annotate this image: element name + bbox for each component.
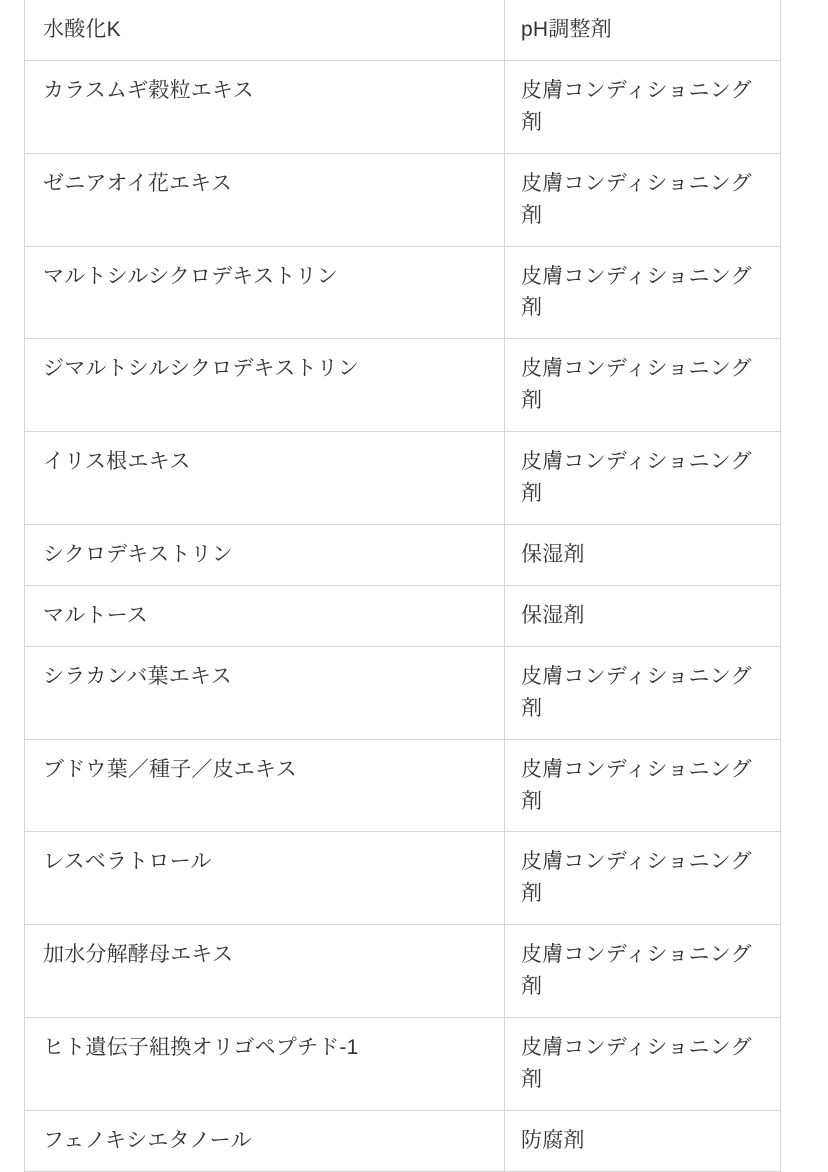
ingredient-name: 加水分解酵母エキス <box>25 925 505 1018</box>
table-row <box>25 739 781 832</box>
ingredient-function: 皮膚コンディショニング剤 <box>505 60 781 153</box>
table-row <box>25 524 781 585</box>
ingredient-function: 皮膚コンディショニング剤 <box>505 153 781 246</box>
table-row <box>25 246 781 339</box>
ingredient-function: pH調整剤 <box>505 0 781 60</box>
ingredient-name: ゼニアオイ花エキス <box>25 153 505 246</box>
ingredient-table <box>24 0 781 1172</box>
table-row <box>25 60 781 153</box>
ingredient-name: ジマルトシルシクロデキストリン <box>25 339 505 432</box>
ingredient-function: 保湿剤 <box>505 585 781 646</box>
ingredient-function: 皮膚コンディショニング剤 <box>505 1018 781 1111</box>
ingredient-name: イリス根エキス <box>25 432 505 525</box>
ingredient-name: マルトース <box>25 585 505 646</box>
ingredient-function: 皮膚コンディショニング剤 <box>505 246 781 339</box>
ingredient-name: ヒト遺伝子組換オリゴペプチド-1 <box>25 1018 505 1111</box>
table-row <box>25 1110 781 1171</box>
ingredient-function: 皮膚コンディショニング剤 <box>505 432 781 525</box>
ingredient-table-body <box>25 0 781 1171</box>
ingredient-function: 皮膚コンディショニング剤 <box>505 925 781 1018</box>
table-row <box>25 339 781 432</box>
table-row <box>25 925 781 1018</box>
ingredient-function: 防腐剤 <box>505 1110 781 1171</box>
table-row <box>25 1018 781 1111</box>
table-row <box>25 432 781 525</box>
ingredient-function: 保湿剤 <box>505 524 781 585</box>
ingredient-table-wrapper <box>24 0 780 1172</box>
ingredient-name: カラスムギ穀粒エキス <box>25 60 505 153</box>
table-row <box>25 153 781 246</box>
ingredient-function: 皮膚コンディショニング剤 <box>505 739 781 832</box>
ingredient-name: ブドウ葉／種子／皮エキス <box>25 739 505 832</box>
table-row <box>25 585 781 646</box>
ingredient-function: 皮膚コンディショニング剤 <box>505 832 781 925</box>
ingredient-name: シラカンバ葉エキス <box>25 646 505 739</box>
ingredient-function: 皮膚コンディショニング剤 <box>505 646 781 739</box>
ingredient-name: レスベラトロール <box>25 832 505 925</box>
table-row <box>25 832 781 925</box>
table-row <box>25 646 781 739</box>
ingredient-name: シクロデキストリン <box>25 524 505 585</box>
ingredient-name: マルトシルシクロデキストリン <box>25 246 505 339</box>
ingredient-name: 水酸化K <box>25 0 505 60</box>
table-row <box>25 0 781 60</box>
ingredient-name: フェノキシエタノール <box>25 1110 505 1171</box>
ingredient-function: 皮膚コンディショニング剤 <box>505 339 781 432</box>
